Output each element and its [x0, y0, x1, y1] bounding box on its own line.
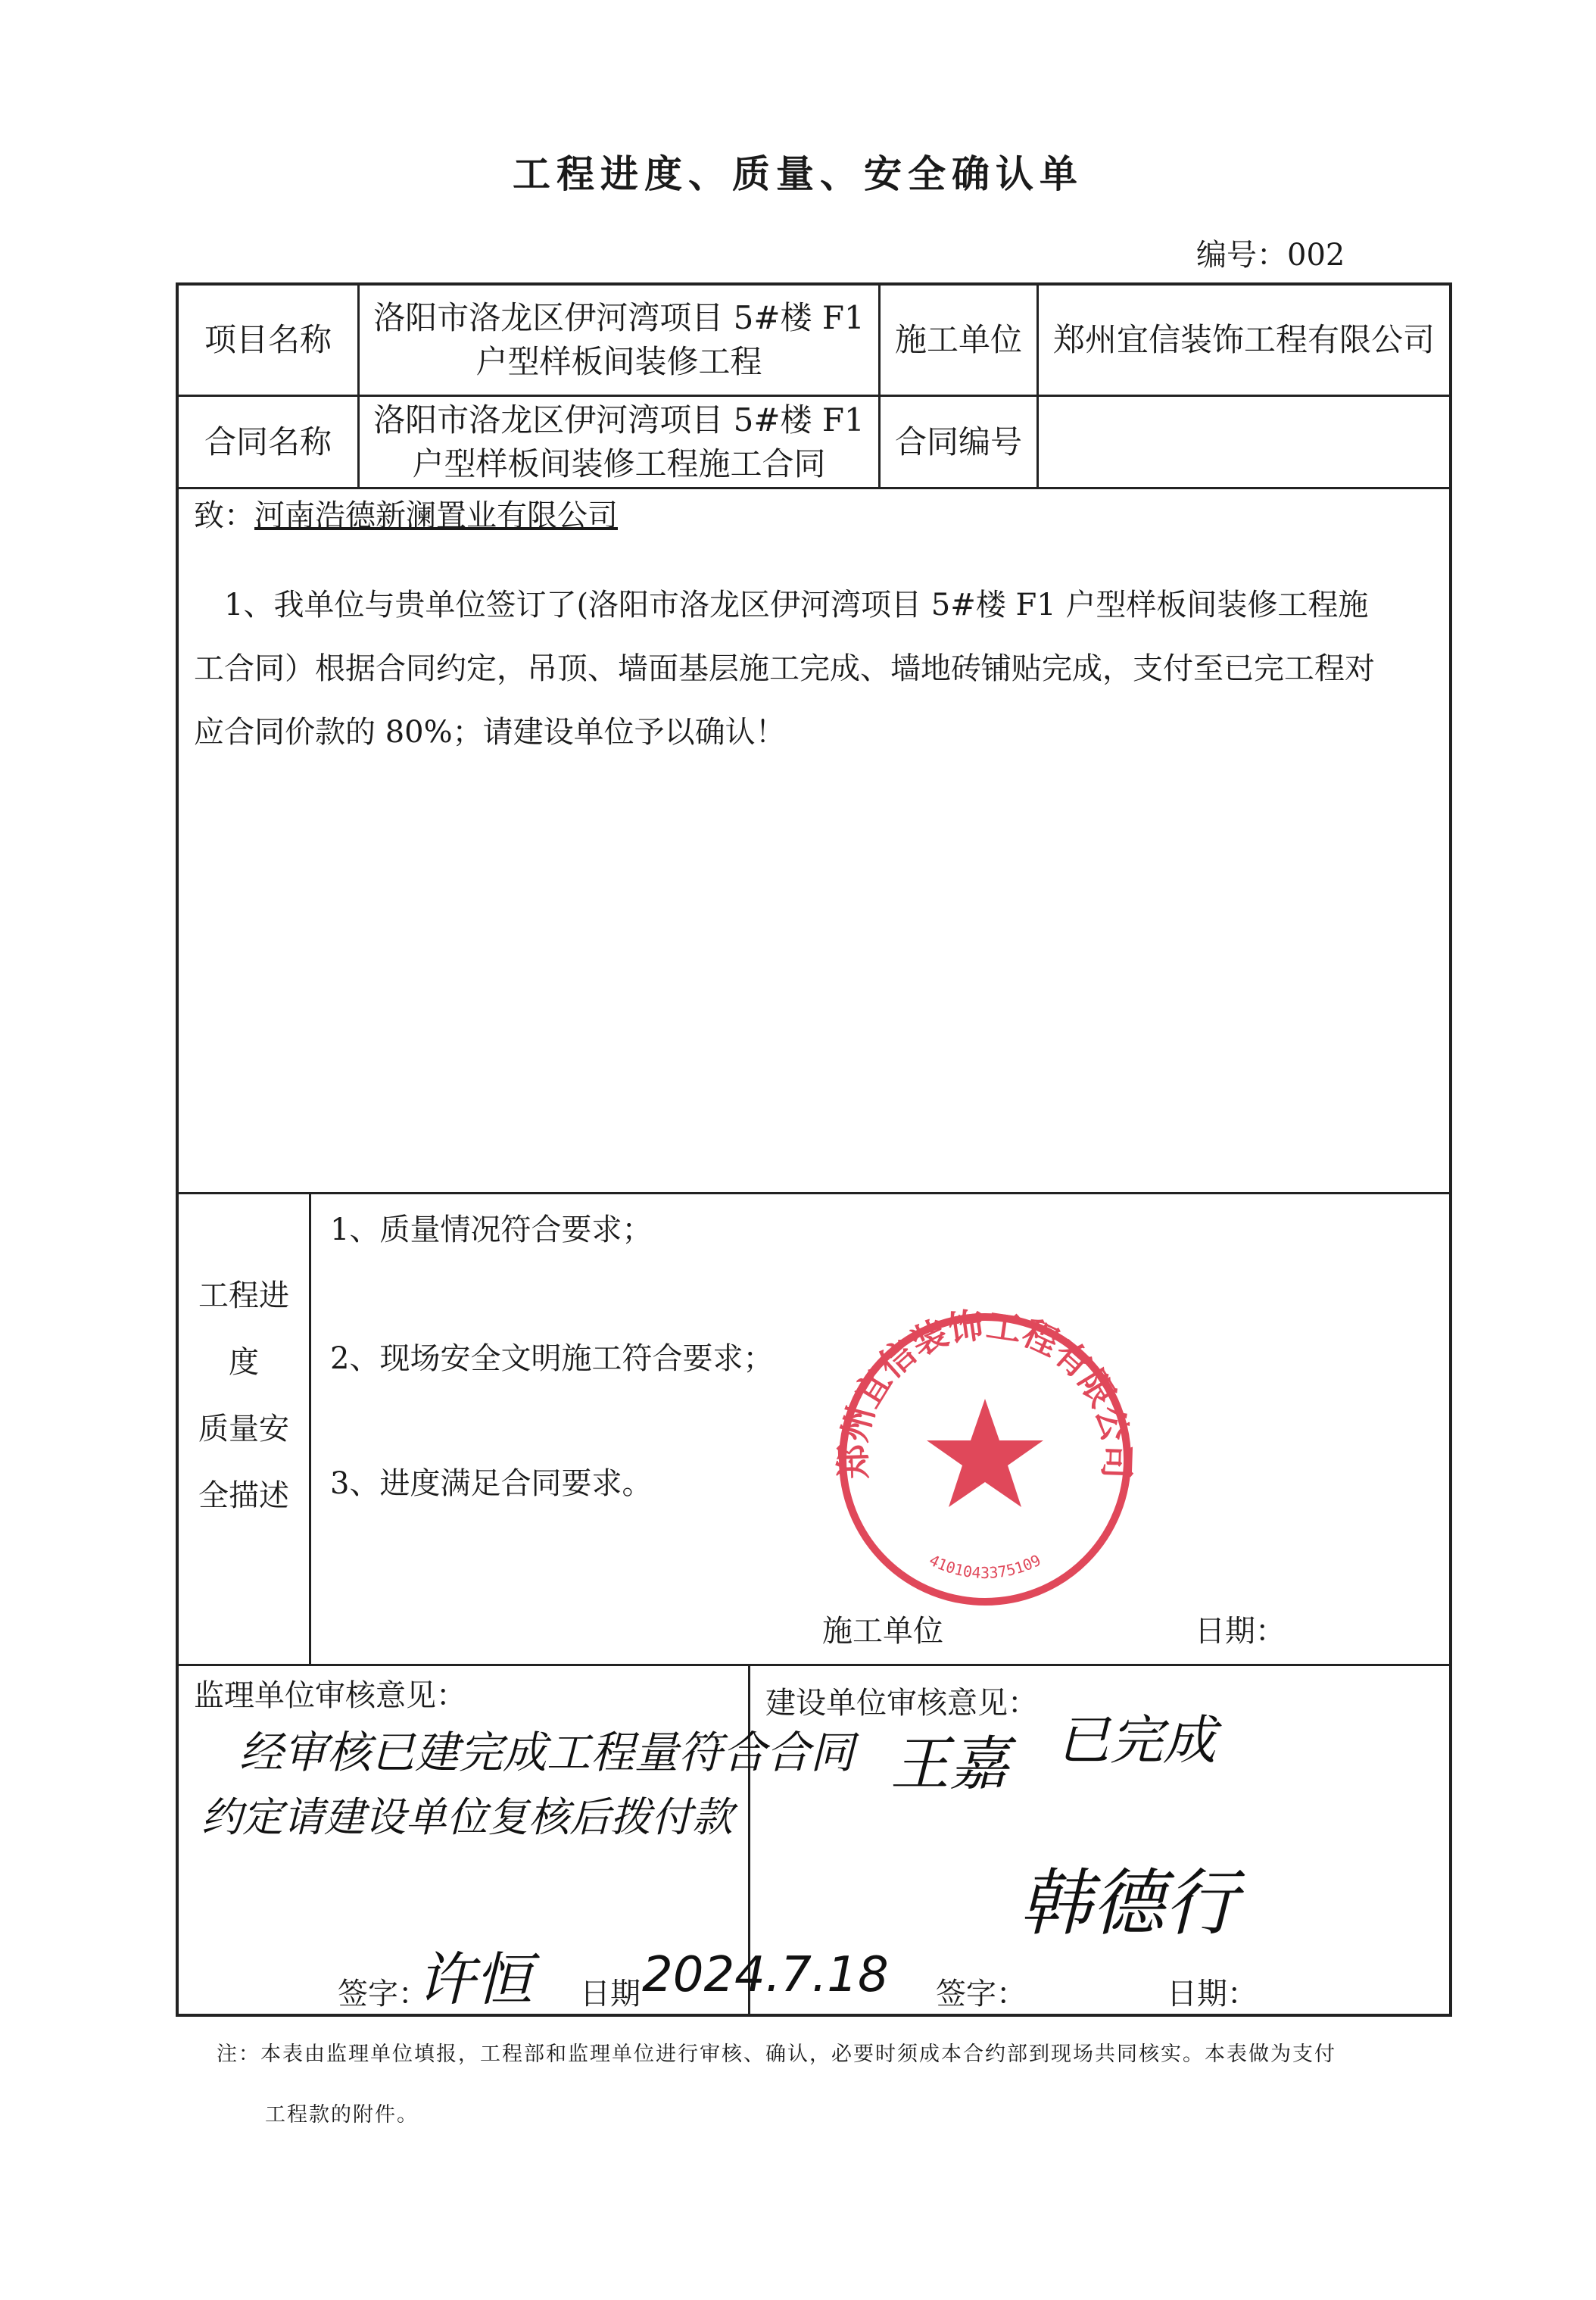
owner-opinion-text: 已完成 [1057, 1709, 1216, 1771]
body-line-2: 工合同）根据合同约定，吊顶、墙面基层施工完成、墙地砖铺贴完成，支付至已完工程对 [194, 651, 1375, 686]
contract-name-value [360, 397, 878, 487]
supervisor-opinion-label: 监理单位审核意见： [194, 1678, 466, 1713]
supervisor-date-value: 2024.7.18 [642, 1947, 889, 2003]
body-line-1: 1、我单位与贵单位签订了(洛阳市洛龙区伊河湾项目 5#楼 F1 户型样板间装修工程施 [224, 588, 1369, 623]
description-label-line-1: 工程进 [198, 1278, 289, 1313]
owner-opinion-label: 建设单位审核意见： [765, 1686, 1038, 1721]
constructor-sign-label: 施工单位 [822, 1614, 943, 1649]
supervisor-date-label: 日期 [580, 1977, 641, 2011]
document-number: 编号：002 [1196, 238, 1345, 273]
owner-date-label: 日期： [1167, 1977, 1258, 2011]
body-line-3: 应合同价款的 80%；请建设单位予以确认！ [194, 715, 786, 750]
project-name-label: 项目名称 [204, 321, 332, 358]
supervisor-sign-label: 签字： [338, 1977, 429, 2011]
description-item-1: 1、质量情况符合要求； [330, 1212, 653, 1247]
contract-no-value [1039, 397, 1449, 487]
description-label-line-3: 质量安 [198, 1412, 289, 1446]
contract-no-label: 合同编号 [894, 423, 1022, 460]
supervisor-signature: 许恒 [417, 1946, 532, 2013]
seal-text: 郑州宜信装饰工程有限公司 [832, 1304, 1138, 1480]
owner-signature-2: 韩德行 [1019, 1861, 1237, 1946]
footnote-line-2: 工程款的附件。 [265, 2103, 419, 2127]
project-name-line-1: 洛阳市洛龙区伊河湾项目 5#楼 F1 [373, 299, 865, 336]
project-name-line-2: 户型样板间装修工程 [475, 343, 762, 380]
confirmation-form [176, 282, 1452, 2017]
seal-code: 4101043375109 [926, 1550, 1044, 1582]
owner-signature-1: 王嘉 [890, 1730, 1009, 1799]
constructor-label: 施工单位 [894, 321, 1022, 358]
description-item-2: 2、现场安全文明施工符合要求； [330, 1341, 774, 1376]
company-seal [830, 1304, 1140, 1615]
owner-sign-label: 签字： [936, 1977, 1027, 2011]
contract-name-line-2: 户型样板间装修工程施工合同 [412, 445, 826, 482]
addressee-recipient: 河南浩德新澜置业有限公司 [254, 498, 618, 533]
description-label [179, 1262, 309, 1529]
description-label-line-2: 度 [229, 1345, 259, 1380]
addressee-prefix: 致： [194, 498, 254, 533]
supervisor-opinion-line-1: 经审核已建完成工程量符合合同 [239, 1727, 855, 1778]
description-item-3: 3、进度满足合同要求。 [330, 1466, 653, 1501]
page-title: 工程进度、质量、安全确认单 [513, 151, 1083, 196]
contract-name-label: 合同名称 [204, 423, 332, 460]
description-label-line-4: 全描述 [198, 1478, 289, 1513]
seal-star-icon [927, 1399, 1043, 1507]
constructor-value: 郑州宜信装饰工程有限公司 [1052, 321, 1435, 358]
contract-name-line-1: 洛阳市洛龙区伊河湾项目 5#楼 F1 [373, 401, 865, 438]
addressee [194, 492, 618, 535]
supervisor-opinion-line-2: 约定请建设单位复核后拨付款 [201, 1793, 733, 1841]
constructor-date-label: 日期： [1195, 1614, 1286, 1649]
footnote-line-1: 注：本表由监理单位填报，工程部和监理单位进行审核、确认，必要时须成本合约部到现场共同核实。本表做为支付 [217, 2043, 1336, 2066]
project-name-value [360, 286, 878, 395]
